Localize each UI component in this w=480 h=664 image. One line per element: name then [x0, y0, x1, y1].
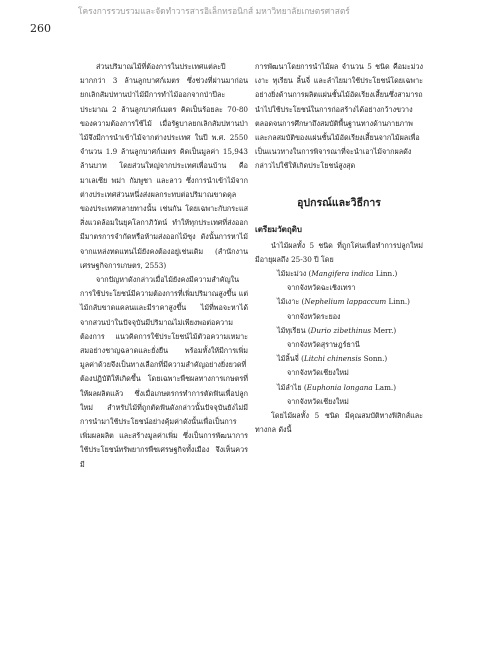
running-header: โครงการรวบรวมและจัดทำวารสารอิเล็กทรอนิกส์ มหาวิทยาลัยเกษตรศาสตร์	[78, 6, 350, 16]
species-item: ไม้ลิ้นจี่ (Litchi chinensis Sonn.)	[277, 354, 388, 364]
species-item: ไม้เงาะ (Nephelium lappaccum Linn.)	[277, 297, 410, 307]
subsection-title: เตรียมวัตถุดิบ	[255, 224, 302, 234]
left-column	[80, 60, 248, 472]
materials-intro: นำไม้ผลทั้ง 5 ชนิด ที่ถูกโค่นเพื่อทำการปลูกใหม่มีอายุผลถึง 25-30 ปี โดย	[255, 240, 423, 264]
species-source: จากจังหวัดเชียงใหม่	[287, 368, 349, 378]
species-source: จากจังหวัดระยอง	[287, 311, 341, 321]
page-number: 260	[30, 22, 51, 35]
species-item: ไม้มะม่วง (Mangifera indica Linn.)	[277, 269, 398, 279]
species-item: ไม้ทุเรียน (Durio zibethinus Merr.)	[277, 325, 397, 335]
right-column	[255, 60, 423, 437]
section-title: อุปกรณ์และวิธีการ	[297, 196, 381, 209]
closing-paragraph: โดยไม้ผลทั้ง 5 ชนิด มีคุณสมบัติทางฟิสิกส์และทางกล ดังนี้	[255, 411, 423, 435]
species-source: จากจังหวัดเชียงใหม่	[287, 396, 349, 406]
body-paragraph: ส่วนปริมาณไม้ที่ต้องการในประเทศแต่ละปีมากกว่า 3 ล้านลูกบาศก์เมตร ซึ่งช่วงที่ผ่านมาก่อนยกเลิกสัมปทานป่าไม้มีการทำไม้ออกจากป่าปีละประมาณ 2 ล้านลูกบาศก์เมตร คิดเป็นร้อยละ 70-80 ของความต้องการใช้ไม้ เมื่อรัฐบาลยกเลิกสัมปทานป่าไม้จึงมีการนำเข้าไม้จากต่างประเทศ ในปี พ.ศ. 2550 จำนวน 1.9 ล้านลูกบาศก์เมตร คิดเป็นมูลค่า 15,943 ล้านบาท โดยส่วนใหญ่จากประเทศเพื่อนบ้าน คือ มาเลเซีย พม่า กัมพูชา และลาว ซึ่งการนำเข้าไม้จากต่างประเทศส่วนหนึ่งส่งผลกระทบต่อปริมาณขาดดุลของประเทศหลายทางนั้น เช่นกัน โดยเฉพาะกับกระแสสิ่งแวดล้อมในยุคโลกาภิวัตน์ ทำให้ทุกประเทศที่ส่งออกมีมาตรการจำกัดหรือห้ามส่งออกไม้ซุง ดังนั้นการหาไม้จากแหล่งทดแทนไม้ยังคงต้องอยู่เช่นเดิม (สำนักงานเศรษฐกิจการเกษตร, 2553)	[80, 62, 248, 270]
intro-paragraph: การพัฒนาโดยการนำไม้ผล จำนวน 5 ชนิด คือมะม่วง เงาะ ทุเรียน ลิ้นจี่ และลำไยมาใช้ประโยชน์โดยเฉพาะอย่างยิ่งด้านการผลิตแผ่นชั้นไม้อัดเรียงเสี้ยนซึ่งสามารถนำไปใช้ประโยชน์ในการก่อสร้างได้อย่างกว้างขวางตลอดจนการศึกษาถึงสมบัติพื้นฐานทางด้านกายภาพและกลสมบัติของแผ่นชั้นไม้อัดเรียงเสี้ยนจากไม้ผลเพื่อเป็นแนวทางในการพิจารณาที่จะนำเอาไม้จากผลดังกล่าวไปใช้ให้เกิดประโยชน์สูงสุด	[255, 62, 423, 171]
body-paragraph: จากปัญหาดังกล่าวเมื่อไม้ยังคงมีความสำคัญในการใช้ประโยชน์มีความต้องการที่เพิ่มปริมาณสูงขึ้น แต่ไม้กลับขาดแคลนและมีราคาสูงขึ้น ไม้ที่พอจะหาได้จากสวนป่าในปัจจุบันมีปริมาณไม่เพียงพอต่อความต้องการ แนวคิดการใช้ประโยชน์ไม้ตัวอความเหมาะสมอย่างชาญฉลาดและยั่งยืน พร้อมทั้งให้มีการเพิ่มมูลค่าด้วยจึงเป็นทางเลือกที่มีความสำคัญอย่างยิ่งยวดที่ต้องปฏิบัติให้เกิดขึ้น โดยเฉพาะพืชผลทางการเกษตรที่ให้ผลผลิตแล้ว ซึ่งเมื่อเกษตรกรทำการตัดฟันเพื่อปลูกใหม่ สำหรับไม้ที่ถูกตัดฟันดังกล่าวนั้นปัจจุบันยังไม่มีการนำมาใช้ประโยชน์อย่างคุ้มค่าดังนั้นเพื่อเป็นการเพิ่มผลผลิต และสร้างมูลค่าเพิ่ม ซึ่งเป็นการพัฒนาการใช้ประโยชน์ทรัพยากรพืชเศรษฐกิจทั้งเมือง จึงเห็นควรมี	[80, 275, 248, 469]
species-source: จากจังหวัดสุราษฎร์ธานี	[287, 340, 360, 350]
species-source: จากจังหวัดฉะเชิงเทรา	[287, 283, 356, 293]
species-item: ไม้ลำไย (Euphonia longana Lam.)	[277, 382, 396, 392]
species-list	[255, 267, 423, 409]
